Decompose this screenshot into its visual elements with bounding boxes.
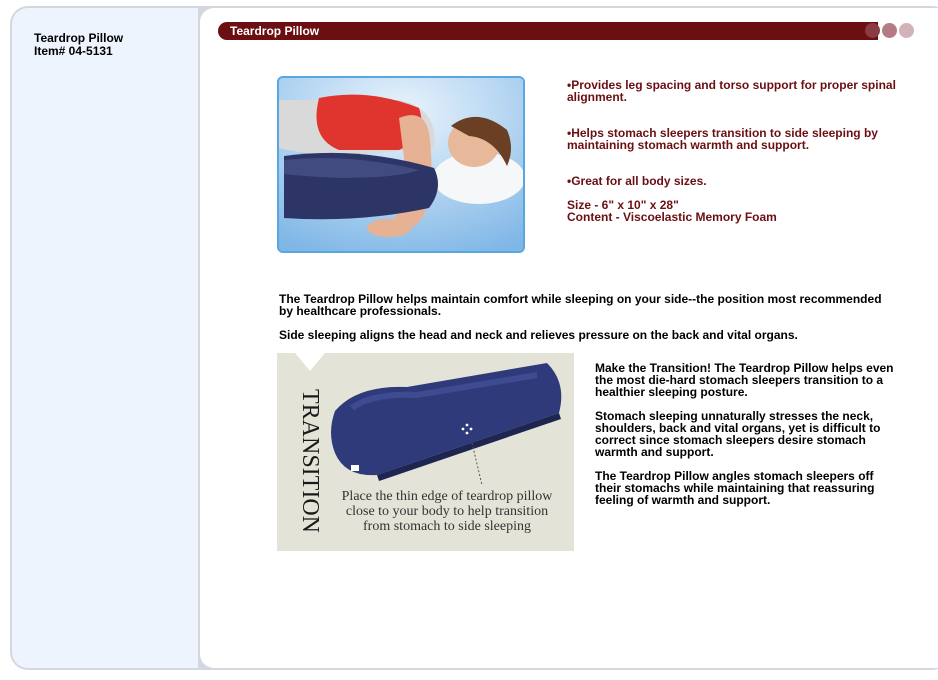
transition-paragraph-2: Stomach sleeping unnaturally stresses the neck, shoulders, back and vital organs, yet is difficult to correct since stomach sleepers desire stomach warmth and support. <box>595 409 881 459</box>
sleeping-woman-illustration <box>279 78 523 251</box>
transition-text <box>595 362 895 518</box>
feature-stomach-sleepers: •Helps stomach sleepers transition to side sleeping by maintaining stomach warmth and support. <box>567 126 878 152</box>
transition-paragraph-3: The Teardrop Pillow angles stomach sleepers off their stomachs while maintaining that reassuring feeling of warmth and support. <box>595 469 875 507</box>
sidebar <box>12 8 198 668</box>
caption-line-1: Place the thin edge of teardrop pillow <box>341 489 553 504</box>
transition-paragraph-1: Make the Transition! The Teardrop Pillow helps even the most die-hard stomach sleepers transition to a healthier sleeping posture. <box>595 361 894 399</box>
sidebar-product-info <box>34 32 123 58</box>
sidebar-item-number: Item# 04-5131 <box>34 44 113 58</box>
product-photo <box>277 76 525 253</box>
feature-content: Content - Viscoelastic Memory Foam <box>567 210 777 224</box>
transition-vertical-label: TRANSITION <box>297 389 323 533</box>
page-title: Teardrop Pillow <box>230 24 320 38</box>
sidebar-product-name: Teardrop Pillow <box>34 31 124 45</box>
header-dot-4 <box>899 23 914 38</box>
description-paragraph-1: The Teardrop Pillow helps maintain comfort while sleeping on your side--the position most recommended by healthcare professionals. <box>279 292 882 318</box>
transition-caption <box>327 489 567 534</box>
description-paragraph-2: Side sleeping aligns the head and neck and relieves pressure on the back and vital organs. <box>279 328 798 342</box>
feature-list <box>567 79 897 223</box>
header-dot-3 <box>882 23 897 38</box>
title-bar <box>218 22 878 40</box>
header-dot-1 <box>848 23 863 38</box>
header-dot-2 <box>865 23 880 38</box>
feature-size: Size - 6" x 10" x 28" <box>567 198 679 212</box>
caption-line-2: close to your body to help transition <box>345 504 549 519</box>
feature-leg-spacing: •Provides leg spacing and torso support for proper spinal alignment. <box>567 78 896 104</box>
transition-diagram <box>277 353 574 551</box>
feature-body-sizes: •Great for all body sizes. <box>567 174 707 188</box>
caption-line-3: from stomach to side sleeping <box>363 519 531 534</box>
